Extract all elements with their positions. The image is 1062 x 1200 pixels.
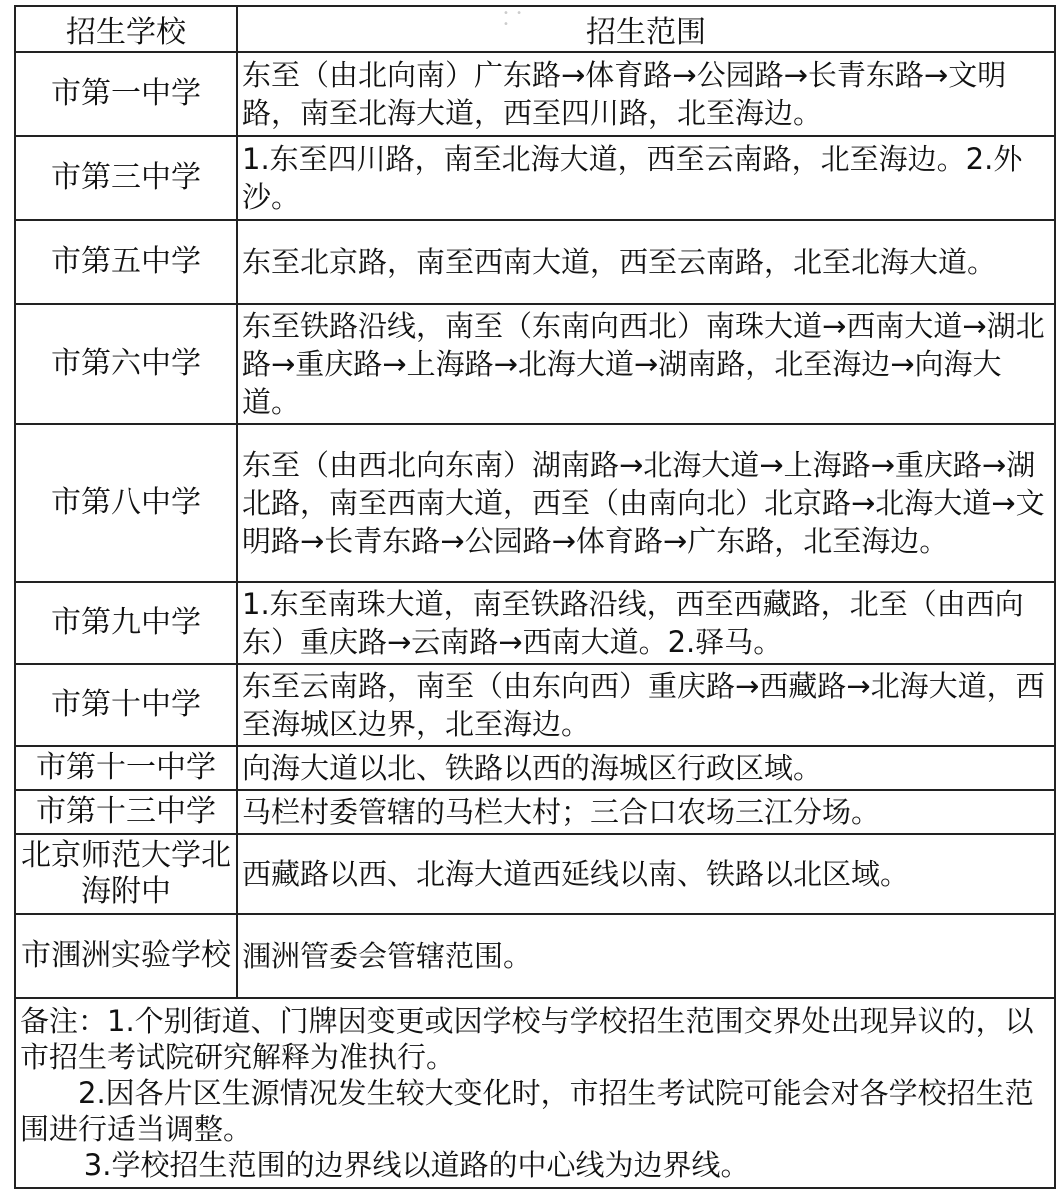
header-school: 招生学校 — [15, 6, 237, 52]
school-name: 市第十一中学 — [15, 746, 237, 790]
note-item-3: 3.学校招生范围的边界线以道路的中心线为边界线。 — [83, 1148, 750, 1182]
note-item-2: 2.因各片区生源情况发生较大变化时，市招生考试院可能会对各学校招生范围进行适当调整。 — [20, 1076, 1034, 1146]
table-row — [15, 746, 1055, 790]
enrollment-range: 东至北京路，南至西南大道，西至云南路，北至北海大道。 — [237, 220, 1055, 304]
drag-handle: • • • — [503, 8, 524, 30]
school-name: 市第五中学 — [15, 220, 237, 304]
enrollment-range: 马栏村委管辖的马栏大村；三合口农场三江分场。 — [237, 790, 1055, 834]
table-row — [15, 582, 1055, 664]
table-row — [15, 52, 1055, 136]
school-name: 市第十中学 — [15, 664, 237, 746]
table-row — [15, 834, 1055, 914]
enrollment-range: 1.东至南珠大道，南至铁路沿线，西至西藏路，北至（由西向东）重庆路→云南路→西南大道。2.驿马。 — [237, 582, 1055, 664]
note-cell — [15, 998, 1055, 1188]
school-name: 市第一中学 — [15, 52, 237, 136]
enrollment-range: 东至铁路沿线，南至（东南向西北）南珠大道→西南大道→湖北路→重庆路→上海路→北海大道→湖南路，北至海边→向海大道。 — [237, 304, 1055, 424]
enrollment-range: 东至（由北向南）广东路→体育路→公园路→长青东路→文明路，南至北海大道，西至四川路，北至海边。 — [237, 52, 1055, 136]
table-header-row — [15, 6, 1055, 52]
school-name: 市第十三中学 — [15, 790, 237, 834]
table-row — [15, 664, 1055, 746]
school-name: 市第六中学 — [15, 304, 237, 424]
enrollment-range: 向海大道以北、铁路以西的海城区行政区域。 — [237, 746, 1055, 790]
table-row — [15, 220, 1055, 304]
enrollment-range: 东至云南路，南至（由东向西）重庆路→西藏路→北海大道，西至海城区边界，北至海边。 — [237, 664, 1055, 746]
note-item-1: 备注：1.个别街道、门牌因变更或因学校与学校招生范围交界处出现异议的，以市招生考试院研究解释为准执行。 — [20, 1004, 1034, 1074]
enrollment-range: 涠洲管委会管辖范围。 — [237, 914, 1055, 998]
enrollment-range: 1.东至四川路，南至北海大道，西至云南路，北至海边。2.外沙。 — [237, 136, 1055, 220]
table-row — [15, 424, 1055, 582]
school-name: 市涠洲实验学校 — [15, 914, 237, 998]
table-row — [15, 914, 1055, 998]
school-name: 市第九中学 — [15, 582, 237, 664]
school-name: 北京师范大学北海附中 — [15, 834, 237, 914]
note-row — [15, 998, 1055, 1188]
table-row — [15, 136, 1055, 220]
school-name: 市第三中学 — [15, 136, 237, 220]
school-name: 市第八中学 — [15, 424, 237, 582]
enrollment-table — [14, 5, 1056, 1189]
enrollment-range: 东至（由西北向东南）湖南路→北海大道→上海路→重庆路→湖北路，南至西南大道，西至（由南向北）北京路→北海大道→文明路→长青东路→公园路→体育路→广东路，北至海边。 — [237, 424, 1055, 582]
header-range: 招生范围 — [237, 6, 1055, 52]
enrollment-range: 西藏路以西、北海大道西延线以南、铁路以北区域。 — [237, 834, 1055, 914]
enrollment-table-container — [14, 5, 1054, 1189]
table-row — [15, 790, 1055, 834]
table-row — [15, 304, 1055, 424]
